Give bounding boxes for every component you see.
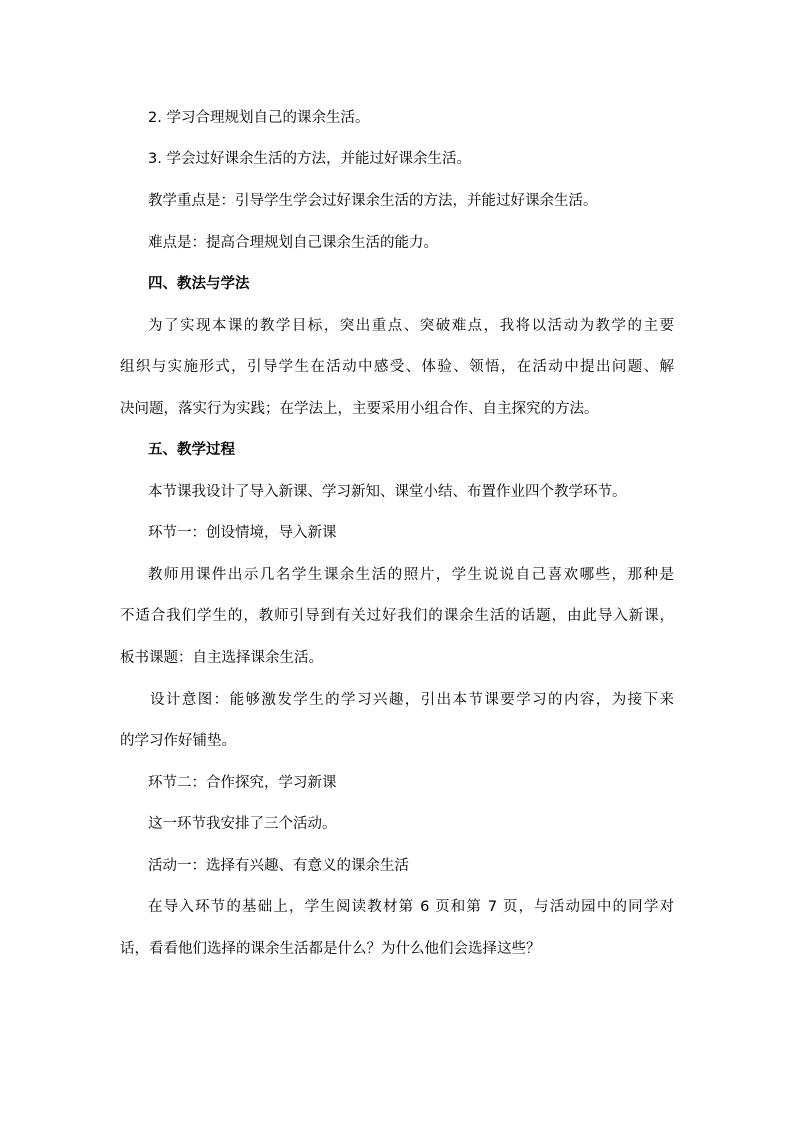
section-heading-process: 五、教学过程	[148, 442, 235, 458]
section-heading-methods: 四、教法与学法	[148, 276, 250, 292]
paragraph-line: 决问题，落实行为实践；在学法上，主要采用小组合作、自主探究的方法。	[120, 401, 599, 417]
step-heading-1: 环节一：创设情境，导入新课	[148, 525, 337, 541]
paragraph-line: 本节课我设计了导入新课、学习新知、课堂小结、布置作业四个教学环节。	[148, 484, 627, 500]
paragraph-line	[0, 357, 794, 377]
paragraph-line: 这一环节我安排了三个活动。	[148, 816, 337, 832]
paragraph-line: 板书课题：自主选择课余生活。	[120, 650, 323, 666]
paragraph-line: 话，看看他们选择的课余生活都是什么？为什么他们会选择这些？	[120, 941, 541, 957]
paragraph-text: 教师用课件出示几名学生课余生活的照片，学生说说自己喜欢哪些，那种是	[148, 567, 674, 583]
paragraph-text: 不适合我们学生的，教师引导到有关过好我们的课余生活的话题，由此导入新课，	[120, 608, 674, 624]
paragraph-text: 为了实现本课的教学目标，突出重点、突破难点，我将以活动为教学的主要	[148, 318, 674, 334]
paragraph-line: 的学习作好铺垫。	[120, 733, 236, 749]
teaching-difficulty: 难点是：提高合理规划自己课余生活的能力。	[148, 235, 438, 251]
activity-heading-1: 活动一：选择有兴趣、有意义的课余生活	[148, 858, 409, 874]
paragraph-line	[0, 606, 794, 626]
step-heading-2: 环节二：合作探究，学习新课	[148, 775, 337, 791]
paragraph-line	[0, 316, 794, 336]
paragraph-text: 设计意图：能够激发学生的学习兴趣，引出本节课要学习的内容，为接下来	[150, 692, 674, 708]
paragraph-line	[0, 565, 794, 585]
paragraph-text: 组织与实施形式，引导学生在活动中感受、体验、领悟，在活动中提出问题、解	[120, 359, 674, 375]
paragraph-line	[0, 690, 794, 710]
objective-item-2: 2. 学习合理规划自己的课余生活。	[148, 110, 370, 126]
objective-item-3: 3. 学会过好课余生活的方法，并能过好课余生活。	[148, 151, 471, 167]
paragraph-line	[0, 897, 794, 917]
teaching-focus: 教学重点是：引导学生学会过好课余生活的方法，并能过好课余生活。	[148, 193, 598, 209]
paragraph-text: 在导入环节的基础上，学生阅读教材第 6 页和第 7 页，与活动园中的同学对	[148, 899, 674, 915]
